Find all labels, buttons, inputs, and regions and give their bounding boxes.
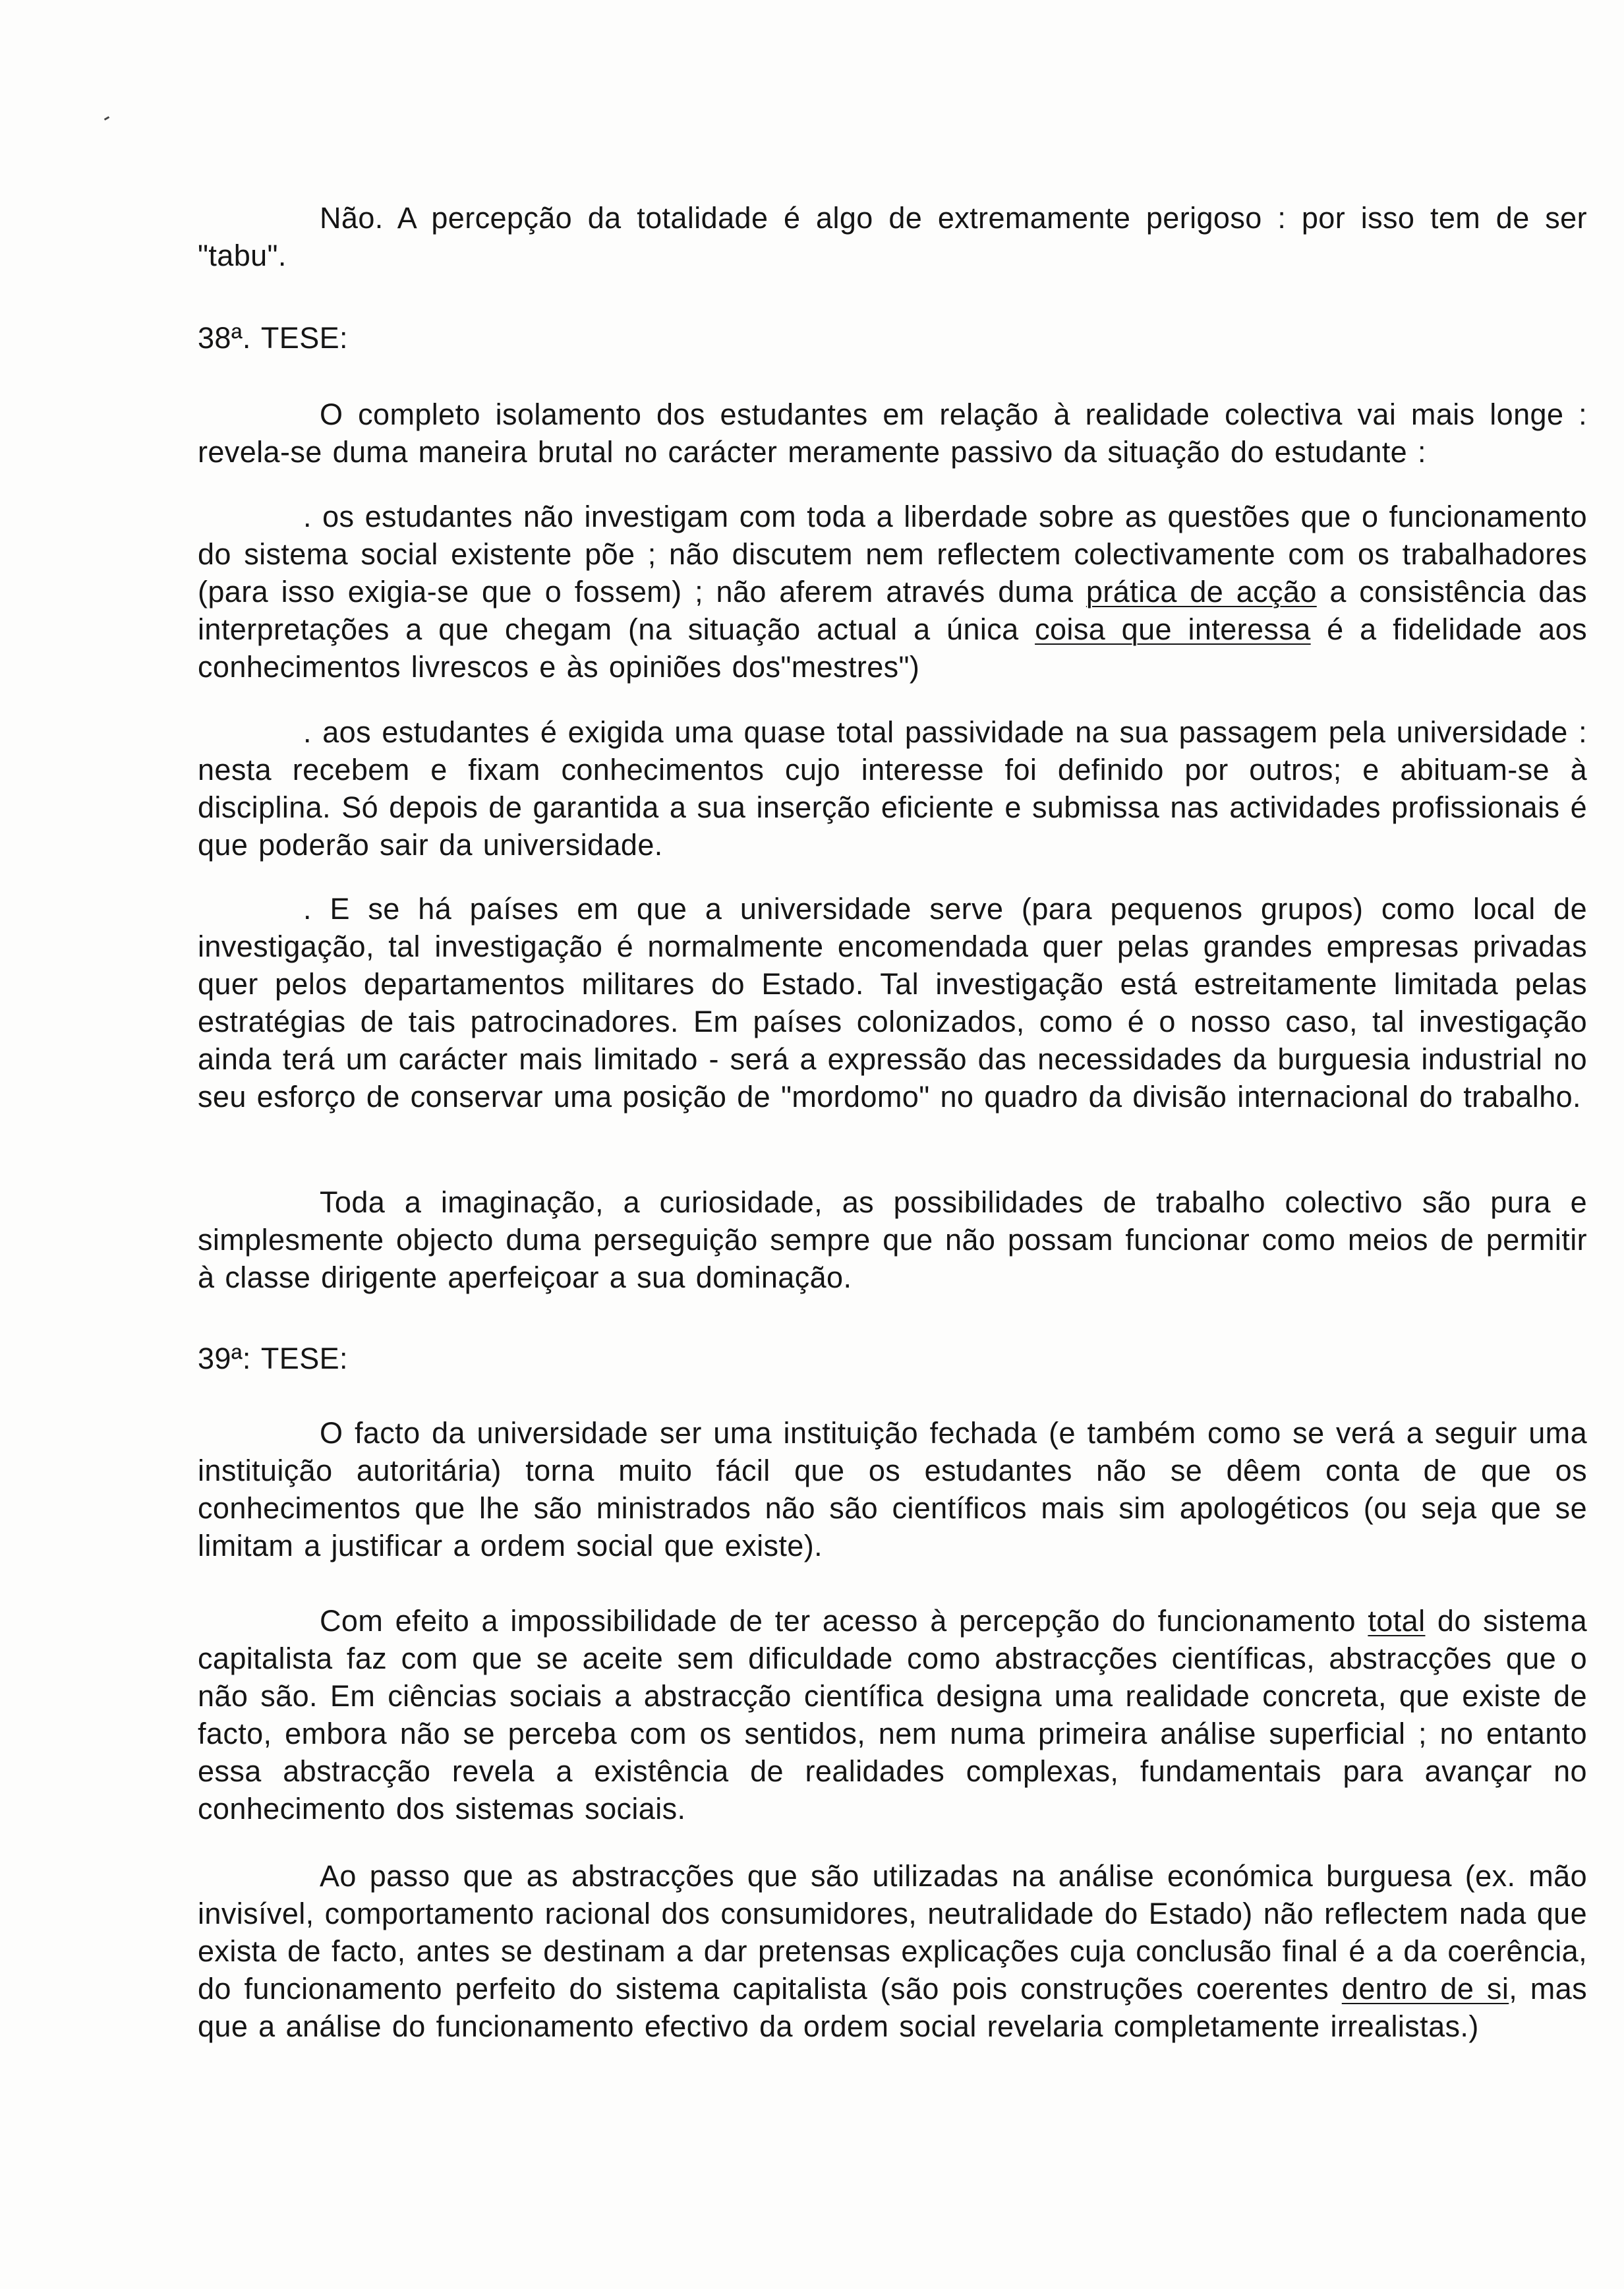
paragraph-facto: O facto da universidade ser uma instituição fechada (e também como se verá a seguir uma instituição autoritária) torna muito fácil que os estudantes não se dêem conta de que os conhecimentos que lhe são ministrados não são científicos mais sim apologéticos (ou seja que se limitam a justificar a ordem social que existe).: [198, 1416, 1587, 1562]
bullet-1-text-a: . os estudantes não investigam com toda a liberdade sobre as questões que o funcionamento do sistema social existente põe ; não discutem nem reflectem colectivamente com os trabalhadores (para isso exigia-se que o fossem) ; não aferem através duma: [198, 500, 1587, 609]
underlined-dentro-de-si: dentro de si: [1341, 1972, 1509, 2006]
paragraph-nao: Não. A percepção da totalidade é algo de extremamente perigoso : por isso tem de ser "tabu".: [198, 201, 1587, 272]
thesis-38-heading: 38ª. TESE:: [198, 321, 348, 355]
bullet-item-2: . aos estudantes é exigida uma quase total passividade na sua passagem pela universidade : nesta recebem e fixam conhecimentos cujo interesse foi definido por outros; e abituam-se à disciplina. Só depois de garantida a sua inserção eficiente e submissa nas actividades profissionais é que poderão sair da universidade.: [198, 715, 1587, 862]
thesis-39-heading: 39ª: TESE:: [198, 1342, 348, 1375]
efeito-text-a: Com efeito a impossibilidade de ter acesso à percepção do funcionamento: [320, 1604, 1368, 1638]
paragraph-toda: Toda a imaginação, a curiosidade, as possibilidades de trabalho colectivo são pura e simplesmente objecto duma perseguição sempre que não possam funcionar como meios de permitir à classe dirigente aperfeiçoar a sua dominação.: [198, 1185, 1587, 1294]
underlined-total: total: [1368, 1604, 1426, 1638]
underlined-pratica-de-accao: prática de acção: [1086, 575, 1317, 609]
bullet-item-3: . E se há países em que a universidade serve (para pequenos grupos) como local de investigação, tal investigação é normalmente encomendada quer pelas grandes empresas privadas quer pelos departamentos militares do Estado. Tal investigação está estreitamente limitada pelas estratégias de tais patrocinadores. Em países colonizados, como é o nosso caso, tal investigação ainda terá um carácter mais limitado - será a expressão das necessidades da burguesia industrial no seu esforço de conservar uma posição de "mordomo" no quadro da divisão internacional do trabalho.: [198, 892, 1587, 1114]
bullet-1-text-c: é a fidelidade aos conhecimentos livrescos e às opiniões dos"mestres"): [198, 612, 1587, 684]
paragraph-passo: [198, 1857, 1587, 2045]
efeito-text-b: do sistema capitalista faz com que se aceite sem dificuldade como abstracções científicas, abstracções que o não são. Em ciências sociais a abstracção científica designa uma realidade concreta, que existe de facto, embora não se perceba com os sentidos, nem numa primeira análise superficial ; no entanto essa abstracção revela a existência de realidades complexas, fundamentais para avançar no conhecimento dos sistemas sociais.: [198, 1604, 1588, 1826]
underlined-coisa-que-interessa: coisa que interessa: [1035, 612, 1311, 646]
stray-mark: [104, 116, 109, 121]
passo-text-a: Ao passo que as abstracções que são utilizadas na análise económica burguesa (ex. mão invisível, comportamento racional dos consumidores, neutralidade do Estado) não reflectem nada que exista de facto, antes se destinam a dar pretensas explicações cuja conclusão final é a da coerência, do funcionamento perfeito do sistema capitalista (são pois construções coerentes: [198, 1859, 1587, 2006]
bullet-item-1: [198, 498, 1587, 686]
passo-text-b: , mas que a análise do funcionamento efectivo da ordem social revelaria completamente irrealistas.): [198, 1972, 1587, 2043]
paragraph-isolamento: O completo isolamento dos estudantes em relação à realidade colectiva vai mais longe : revela-se duma maneira brutal no carácter meramente passivo da situação do estudante :: [198, 398, 1587, 469]
paragraph-efeito: [198, 1602, 1587, 1828]
bullet-1-text-b: a consistência das interpretações a que chegam (na situação actual a única: [198, 575, 1588, 646]
